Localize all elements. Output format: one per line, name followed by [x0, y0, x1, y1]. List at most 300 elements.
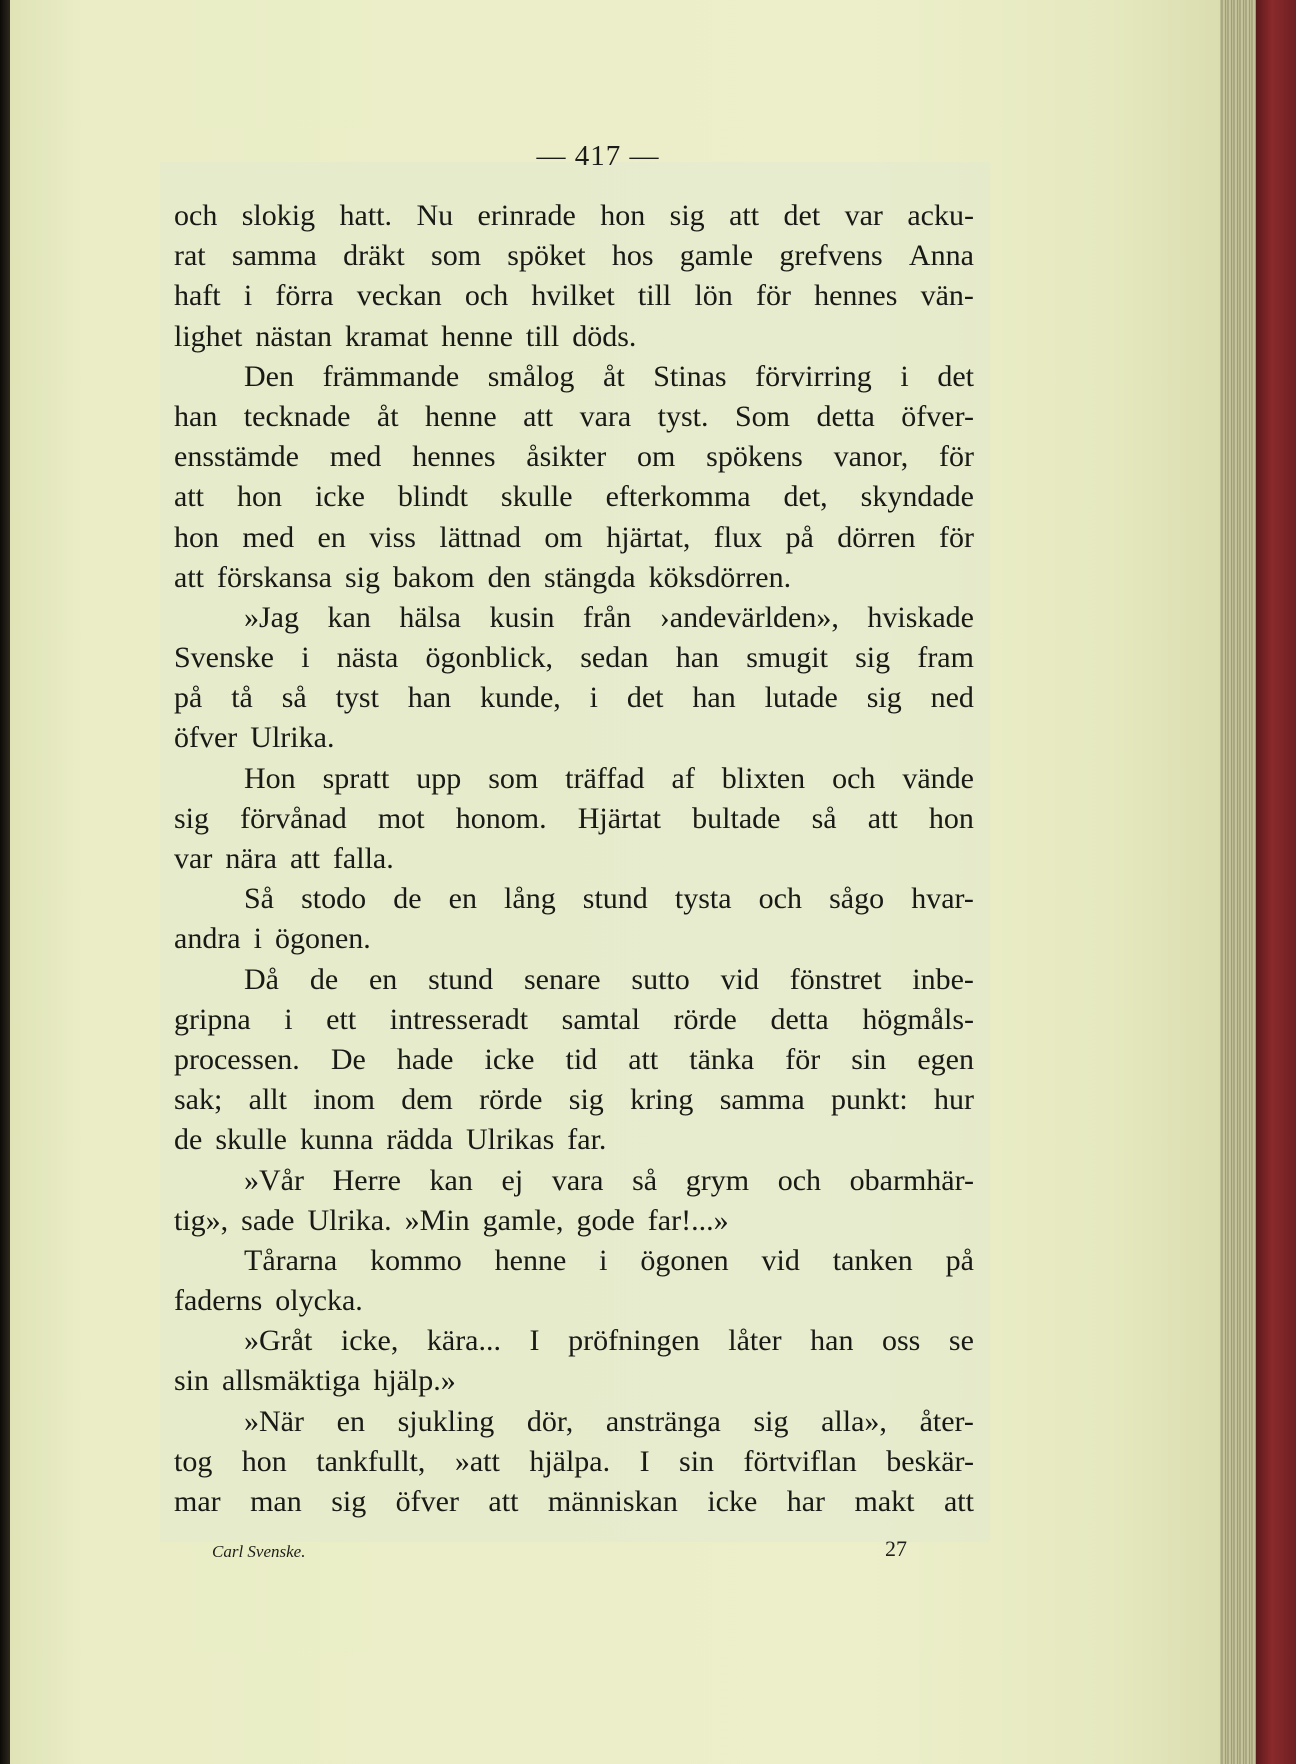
text-word: sig: [866, 681, 902, 715]
text-word: vid: [761, 1243, 800, 1277]
text-word: högmåls-: [862, 1002, 974, 1036]
text-word: skulle: [500, 480, 573, 514]
text-word: det,: [783, 480, 828, 514]
text-word: sågo: [829, 882, 885, 916]
text-word: tecknade: [243, 399, 351, 433]
text-word: på: [785, 520, 814, 554]
text-word: lutade: [764, 681, 838, 715]
text-line: [174, 317, 974, 357]
text-line: [174, 960, 974, 1000]
text-word: i: [599, 1243, 608, 1277]
text-line: [174, 477, 974, 517]
text-word: hade: [396, 1042, 454, 1076]
text-word: Stinas: [653, 359, 727, 393]
text-word: och: [174, 199, 218, 232]
text-word: förskansa: [217, 560, 332, 594]
text-word: grefvens: [779, 239, 883, 273]
text-word: främmande: [322, 359, 460, 393]
text-word: I: [529, 1324, 540, 1358]
text-word: lång: [504, 882, 556, 916]
text-word: hon: [600, 199, 646, 232]
text-word: kära...: [426, 1324, 501, 1358]
text-word: de: [309, 962, 339, 996]
text-word: döds.: [572, 319, 637, 353]
text-word: han: [407, 681, 452, 715]
text-word: att: [729, 199, 760, 232]
text-word: stodo: [301, 882, 367, 916]
text-word: tyst: [335, 681, 379, 715]
text-word: kramat: [344, 319, 429, 353]
text-word: sig: [344, 560, 380, 594]
text-word: olycka.: [275, 1284, 363, 1318]
text-word: ögonen.: [274, 922, 371, 956]
text-word: han: [810, 1324, 854, 1358]
text-word: skyndade: [860, 480, 974, 514]
text-word: »Min: [404, 1203, 470, 1237]
text-word: samtal: [561, 1002, 640, 1036]
text-word: bultade: [692, 801, 781, 835]
text-line: [174, 919, 974, 959]
text-word: senare: [523, 962, 601, 996]
text-word: flux: [713, 520, 763, 554]
text-word: att: [488, 1485, 519, 1518]
text-line: [174, 1442, 974, 1482]
text-word: att: [943, 1485, 974, 1518]
text-word: vanor,: [833, 440, 909, 474]
text-word: acku-: [907, 199, 974, 232]
text-word: förtviflan: [743, 1444, 857, 1478]
text-line: [174, 1482, 974, 1522]
text-word: köksdörren.: [648, 560, 792, 594]
text-word: nära: [225, 842, 277, 875]
text-word: lön: [694, 279, 733, 313]
text-word: detta: [816, 399, 875, 433]
text-word: det: [626, 681, 664, 715]
text-word: icke: [314, 480, 365, 514]
text-word: förvånad: [240, 801, 347, 835]
text-word: processen.: [174, 1042, 300, 1076]
text-word: har: [786, 1485, 826, 1518]
text-word: en: [336, 1404, 365, 1438]
text-word: på: [945, 1243, 974, 1277]
text-word: vän-: [920, 279, 974, 313]
text-word: det: [783, 199, 821, 232]
text-word: icke,: [340, 1324, 399, 1358]
text-word: hälsa: [399, 600, 461, 634]
text-word: åter-: [919, 1404, 974, 1438]
page-number: — 417 —: [536, 140, 660, 172]
text-word: åt: [376, 399, 399, 433]
text-word: erinrade: [477, 199, 576, 232]
text-word: en: [317, 520, 346, 554]
text-word: Den: [244, 359, 294, 393]
text-word: ensstämde: [174, 440, 299, 474]
text-word: allt: [248, 1083, 287, 1117]
text-word: att: [523, 399, 554, 433]
text-word: ögonen: [640, 1243, 729, 1277]
text-word: »Vår: [244, 1163, 304, 1197]
text-word: sig: [669, 199, 705, 232]
text-word: gode: [576, 1203, 635, 1237]
text-word: mar: [174, 1485, 221, 1518]
text-word: i: [589, 681, 598, 715]
text-word: icke: [707, 1485, 758, 1518]
text-word: att: [174, 560, 204, 594]
text-word: kan: [327, 600, 371, 634]
text-word: att: [867, 801, 898, 835]
text-word: intresseradt: [389, 1002, 529, 1036]
text-word: bakom: [392, 560, 475, 594]
text-line: [174, 1281, 974, 1321]
text-word: i: [284, 1002, 293, 1036]
book-cover-edge: [1256, 0, 1296, 1764]
text-word: de: [174, 1123, 203, 1157]
text-line: [174, 558, 974, 598]
text-word: fram: [917, 641, 974, 675]
text-word: från: [582, 600, 632, 634]
text-word: viss: [369, 520, 416, 554]
text-word: i: [301, 641, 310, 675]
text-word: åt: [603, 359, 625, 393]
text-word: hjälpa.: [529, 1444, 611, 1478]
text-word: i: [900, 359, 909, 393]
text-word: vid: [720, 962, 759, 996]
text-word: den: [487, 560, 531, 594]
text-word: så: [281, 681, 307, 715]
text-line: [174, 196, 974, 236]
text-word: att: [174, 480, 204, 514]
text-word: Nu: [416, 199, 454, 232]
text-word: Tårarna: [244, 1243, 338, 1277]
text-word: om: [637, 440, 676, 474]
text-word: icke: [484, 1042, 535, 1076]
text-word: I: [639, 1444, 650, 1478]
text-line: [174, 678, 974, 718]
text-word: kring: [630, 1083, 694, 1117]
text-line: [174, 518, 974, 558]
text-word: henne: [425, 399, 497, 433]
text-word: kusin: [489, 600, 555, 634]
text-word: rat: [174, 239, 206, 273]
text-word: ögonblick,: [425, 641, 554, 675]
text-word: tid: [565, 1042, 598, 1076]
text-word: öfver: [174, 721, 238, 755]
text-word: kunde,: [479, 681, 561, 715]
text-word: så: [632, 1163, 658, 1197]
text-word: hon: [241, 1444, 287, 1478]
text-word: lighet: [174, 319, 243, 353]
text-line: [174, 1361, 974, 1401]
text-word: faderns: [174, 1284, 263, 1318]
page-stack-edges: [1220, 0, 1256, 1764]
text-word: han: [174, 399, 218, 433]
text-word: far!...»: [647, 1203, 729, 1237]
text-word: hennes: [814, 279, 898, 313]
text-word: af: [671, 761, 695, 795]
text-word: hon: [928, 801, 974, 835]
text-word: allsmäktiga: [222, 1364, 361, 1398]
text-word: skulle: [215, 1123, 287, 1157]
text-word: Svenske: [174, 641, 274, 675]
text-word: människan: [547, 1485, 678, 1518]
text-word: sin: [174, 1364, 210, 1398]
text-word: Då: [244, 962, 279, 996]
text-word: sutto: [631, 962, 690, 996]
text-word: ej: [501, 1163, 524, 1197]
text-line: [174, 1080, 974, 1120]
text-word: Ulrika.: [307, 1203, 392, 1237]
text-word: hvar-: [911, 882, 974, 916]
text-word: spökens: [706, 440, 803, 474]
text-word: till: [525, 319, 560, 353]
text-word: andra: [174, 922, 241, 956]
text-word: så: [811, 801, 837, 835]
text-word: gamle,: [482, 1203, 564, 1237]
text-word: honom.: [455, 801, 547, 835]
text-word: kunna: [300, 1123, 374, 1157]
text-word: efterkomma: [605, 480, 751, 514]
footer-author: Carl Svenske.: [212, 1542, 306, 1561]
text-word: inbe-: [912, 962, 974, 996]
text-word: sak;: [174, 1083, 223, 1117]
text-word: och: [777, 1163, 822, 1197]
text-word: hos: [611, 239, 654, 273]
text-word: med: [242, 520, 295, 554]
page-footer: [212, 1536, 912, 1566]
text-word: rädda: [386, 1123, 453, 1157]
text-word: med: [329, 440, 382, 474]
text-word: blixten: [721, 761, 806, 795]
text-word: beskär-: [886, 1444, 974, 1478]
text-word: sig: [568, 1083, 604, 1117]
text-word: förvirring: [755, 359, 872, 393]
text-word: i: [253, 922, 262, 956]
text-line: [174, 1040, 974, 1080]
text-word: Ulrikas: [465, 1123, 555, 1157]
text-word: smugit: [746, 641, 828, 675]
text-line: [174, 1120, 974, 1160]
text-word: att: [628, 1042, 659, 1076]
text-word: stund: [582, 882, 648, 916]
text-word: blindt: [397, 480, 468, 514]
text-word: var: [174, 842, 213, 875]
text-word: det: [937, 359, 974, 393]
text-word: stängda: [543, 560, 636, 594]
text-line: [174, 236, 974, 276]
text-word: »Jag: [244, 600, 299, 634]
text-word: som: [488, 761, 539, 795]
text-word: om: [544, 520, 583, 554]
text-word: egen: [917, 1042, 974, 1076]
text-word: Herre: [332, 1163, 401, 1197]
text-word: rörde: [673, 1002, 737, 1036]
text-word: sig: [753, 1404, 789, 1438]
text-word: se: [948, 1324, 974, 1358]
text-word: och: [758, 882, 802, 916]
text-word: träffad: [565, 761, 645, 795]
text-word: sedan: [580, 641, 649, 675]
text-word: punkt:: [830, 1083, 908, 1117]
text-word: gripna: [174, 1002, 251, 1036]
text-word: dem: [401, 1083, 453, 1117]
text-word: makt: [854, 1485, 915, 1518]
text-word: ned: [930, 681, 974, 715]
text-word: oss: [882, 1324, 921, 1358]
text-word: lättnad: [439, 520, 521, 554]
text-word: falla.: [332, 842, 394, 875]
text-word: upp: [416, 761, 462, 795]
text-word: tå: [231, 681, 253, 715]
text-word: hon: [174, 520, 219, 554]
text-word: för: [938, 520, 974, 554]
text-word: hatt.: [339, 199, 393, 232]
text-line: [174, 1000, 974, 1040]
text-word: sin: [851, 1042, 887, 1076]
text-line: [174, 1321, 974, 1361]
text-word: kommo: [370, 1243, 462, 1277]
text-word: kan: [429, 1163, 473, 1197]
text-line: [174, 437, 974, 477]
text-word: tankfullt,: [316, 1444, 426, 1478]
text-word: detta: [770, 1002, 829, 1036]
text-word: för: [755, 279, 791, 313]
text-word: obarmhär-: [849, 1163, 974, 1197]
text-word: på: [174, 681, 203, 715]
text-word: sig: [331, 1485, 367, 1518]
text-word: att: [289, 842, 320, 875]
text-word: hennes: [412, 440, 496, 474]
text-line: [174, 1402, 974, 1442]
text-word: man: [250, 1485, 302, 1518]
text-word: stund: [428, 962, 494, 996]
text-word: en: [368, 962, 398, 996]
text-word: var: [844, 199, 883, 232]
text-word: han: [692, 681, 736, 715]
text-word: nästa: [336, 641, 399, 675]
text-word: och: [464, 279, 509, 313]
text-word: slokig: [241, 199, 316, 232]
text-word: nästan: [255, 319, 332, 353]
text-word: hon: [236, 480, 282, 514]
text-word: henne: [494, 1243, 567, 1277]
text-word: hur: [933, 1083, 974, 1117]
text-word: sjukling: [397, 1404, 495, 1438]
text-word: anstränga: [605, 1404, 721, 1438]
text-word: smålog: [487, 359, 575, 393]
text-line: [174, 598, 974, 638]
text-line: [174, 638, 974, 678]
text-word: veckan: [356, 279, 442, 313]
text-word: öfver: [395, 1485, 459, 1518]
text-word: vara: [551, 1163, 604, 1197]
text-word: vände: [902, 761, 974, 795]
text-word: »När: [244, 1404, 304, 1438]
text-word: »att: [454, 1444, 500, 1478]
text-word: tänka: [689, 1042, 755, 1076]
text-word: gamle: [679, 239, 754, 273]
text-line: [174, 759, 974, 799]
text-word: rörde: [479, 1083, 543, 1117]
text-line: [174, 276, 974, 316]
text-word: för: [939, 440, 974, 474]
text-word: spratt: [322, 761, 390, 795]
text-word: mot: [377, 801, 425, 835]
text-word: i: [243, 279, 253, 313]
text-line: [174, 1241, 974, 1281]
text-word: henne: [441, 319, 513, 353]
text-word: åsikter: [526, 440, 607, 474]
text-word: hjärtat,: [606, 520, 691, 554]
text-line: [174, 879, 974, 919]
text-word: tog: [174, 1444, 213, 1478]
text-word: Så: [244, 882, 274, 916]
text-word: De: [330, 1042, 366, 1076]
text-word: samma: [719, 1083, 805, 1117]
text-word: sig: [855, 641, 891, 675]
text-word: dräkt: [343, 239, 405, 273]
text-word: sig: [174, 801, 210, 835]
text-word: för: [785, 1042, 821, 1076]
text-line: [174, 1161, 974, 1201]
text-word: hjälp.»: [373, 1364, 456, 1398]
text-word: Som: [735, 399, 791, 433]
text-word: ett: [326, 1002, 357, 1036]
text-word: och: [832, 761, 876, 795]
text-word: Anna: [908, 239, 974, 273]
text-line: [174, 718, 974, 758]
text-word: sin: [679, 1444, 715, 1478]
text-word: hviskade: [867, 600, 974, 634]
text-word: fönstret: [789, 962, 882, 996]
text-word: dör,: [526, 1404, 574, 1438]
text-word: far.: [567, 1123, 607, 1157]
text-word: låter: [728, 1324, 782, 1358]
text-word: tyst.: [657, 399, 709, 433]
text-word: inom: [313, 1083, 375, 1117]
text-word: de: [393, 882, 422, 916]
text-word: spöket: [507, 239, 586, 273]
text-word: grym: [685, 1163, 750, 1197]
text-word: tig»,: [174, 1203, 229, 1237]
text-word: en: [448, 882, 477, 916]
text-word: sade: [241, 1203, 295, 1237]
text-line: [174, 1201, 974, 1241]
text-word: han: [675, 641, 720, 675]
text-word: ›andevärlden»,: [659, 600, 839, 634]
text-word: dörren: [837, 520, 916, 554]
text-word: haft: [174, 279, 221, 313]
text-word: samma: [231, 239, 317, 273]
text-word: alla»,: [821, 1404, 887, 1438]
text-word: förra: [275, 279, 334, 313]
body-text: [174, 196, 974, 1522]
text-word: Ulrika.: [250, 721, 335, 755]
text-line: [174, 839, 974, 879]
text-word: vara: [579, 399, 632, 433]
text-line: [174, 357, 974, 397]
text-word: hvilket: [531, 279, 615, 313]
text-line: [174, 799, 974, 839]
text-word: till: [637, 279, 672, 313]
text-word: som: [431, 239, 482, 273]
text-word: tysta: [674, 882, 732, 916]
text-word: öfver-: [901, 399, 974, 433]
text-word: Hon: [244, 761, 296, 795]
text-word: pröfningen: [568, 1324, 700, 1358]
text-word: »Gråt: [244, 1324, 313, 1358]
footer-signature-number: 27: [885, 1536, 907, 1561]
text-word: tanken: [832, 1243, 913, 1277]
